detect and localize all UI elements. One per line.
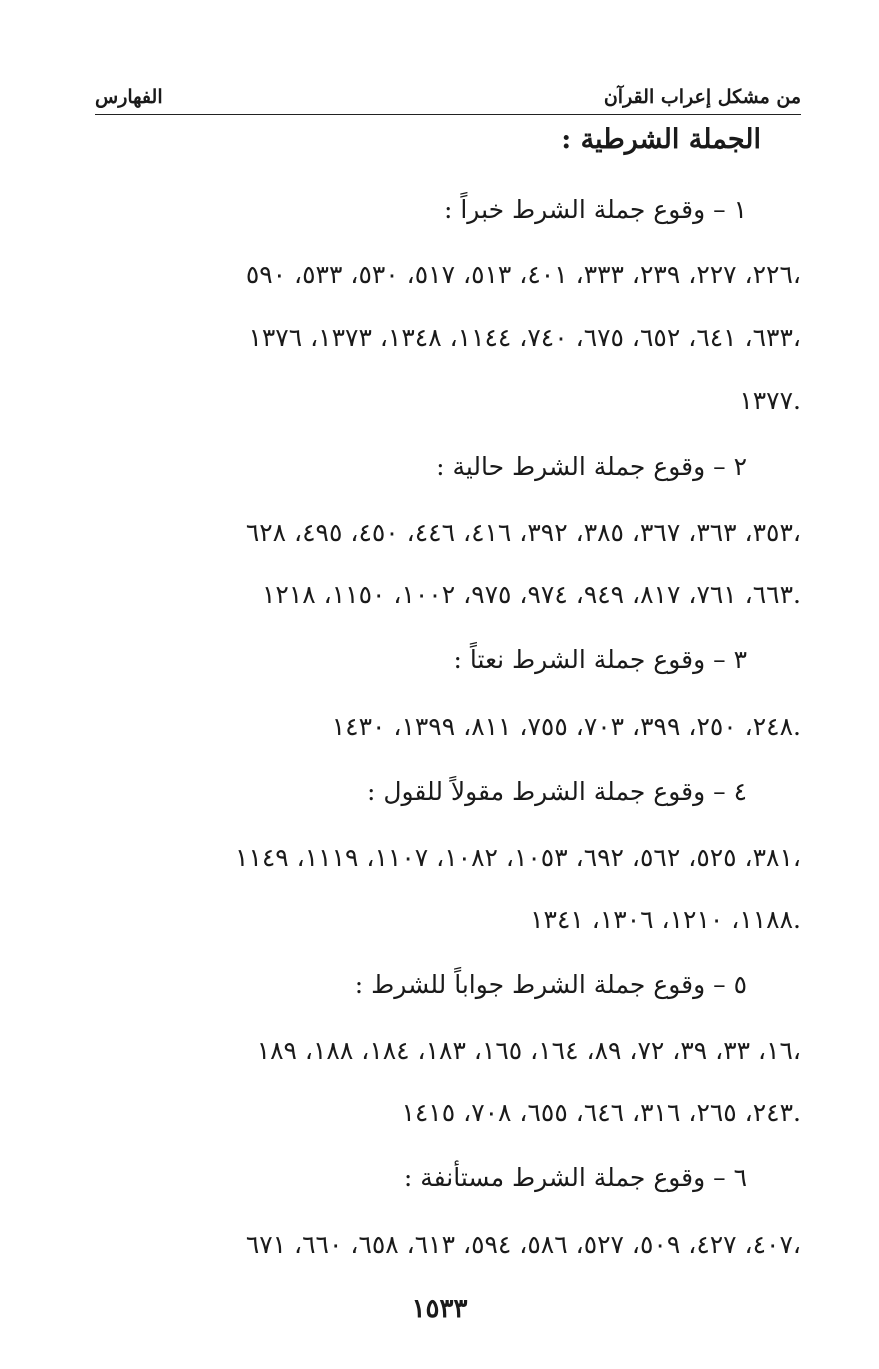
item-label: ١ – وقوع جملة الشرط خبراً :	[443, 195, 747, 224]
item-label: ٢ – وقوع جملة الشرط حالية :	[436, 452, 747, 481]
index-line: ٦٣٣، ٦٤١، ٦٥٢، ٦٧٥، ٧٤٠، ١١٤٤، ١٣٤٨، ١٣٧٣، ١٣٧٦،	[248, 323, 801, 352]
index-line: ٢٢٦، ٢٢٧، ٢٣٩، ٣٣٣، ٤٠١، ٥١٣، ٥١٧، ٥٣٠، ٥٣٣، ٥٩٠،	[245, 260, 801, 289]
index-line: ٢٤٣، ٢٦٥، ٣١٦، ٦٤٦، ٦٥٥، ٧٠٨، ١٤١٥.	[401, 1098, 801, 1127]
index-line: ٣٥٣، ٣٦٣، ٣٦٧، ٣٨٥، ٣٩٢، ٤١٦، ٤٤٦، ٤٥٠، ٤٩٥، ٦٢٨،	[245, 518, 801, 547]
page-number: ١٥٣٣	[411, 1294, 468, 1324]
index-line: ٣٨١، ٥٢٥، ٥٦٢، ٦٩٢، ١٠٥٣، ١٠٨٢، ١١٠٧، ١١١٩، ١١٤٩،	[235, 843, 801, 872]
index-line: ١٦، ٣٣، ٣٩، ٧٢، ٨٩، ١٦٤، ١٦٥، ١٨٣، ١٨٤، ١٨٨، ١٨٩،	[256, 1036, 801, 1065]
index-line: ٤٠٧، ٤٢٧، ٥٠٩، ٥٢٧، ٥٨٦، ٥٩٤، ٦١٣، ٦٥٨، ٦٦٠، ٦٧١،	[245, 1230, 801, 1259]
index-line: ٢٤٨، ٢٥٠، ٣٩٩، ٧٠٣، ٧٥٥، ٨١١، ١٣٩٩، ١٤٣٠.	[331, 712, 801, 741]
index-line: ٦٦٣، ٧٦١، ٨١٧، ٩٤٩، ٩٧٤، ٩٧٥، ١٠٠٢، ١١٥٠، ١٢١٨.	[261, 580, 801, 609]
section-heading: الجملة الشرطية :	[561, 124, 761, 155]
running-header	[95, 86, 801, 115]
item-label: ٣ – وقوع جملة الشرط نعتاً :	[453, 645, 747, 674]
book-title: من مشكل إعراب القرآن	[603, 86, 801, 108]
index-line: ١١٨٨، ١٢١٠، ١٣٠٦، ١٣٤١.	[530, 905, 801, 934]
item-label: ٦ – وقوع جملة الشرط مستأنفة :	[403, 1163, 747, 1192]
section-title: الفهارس	[95, 86, 163, 108]
item-label: ٤ – وقوع جملة الشرط مقولاً للقول :	[366, 777, 747, 806]
index-line: ١٣٧٧.	[739, 386, 801, 415]
item-label: ٥ – وقوع جملة الشرط جواباً للشرط :	[354, 970, 747, 999]
